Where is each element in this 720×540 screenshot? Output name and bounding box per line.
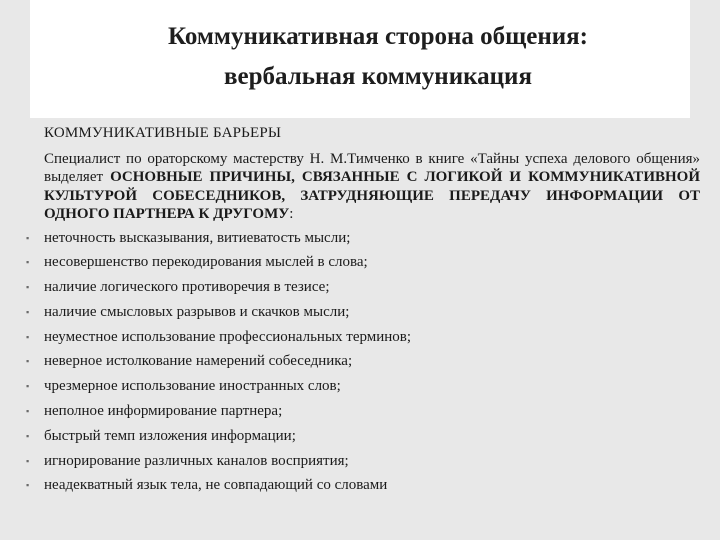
reasons-list — [26, 229, 700, 502]
list-item-text: неверное истолкование намерений собеседника; — [44, 353, 353, 370]
intro-suffix: : — [289, 206, 294, 222]
list-item — [26, 328, 700, 353]
bullet-icon: ▪ — [26, 430, 30, 441]
list-item — [26, 352, 700, 377]
slide-title-line-1: Коммуникативная сторона общения: — [168, 23, 588, 50]
section-heading: КОММУНИКАТИВНЫЕ БАРЬЕРЫ — [44, 125, 282, 141]
list-item — [26, 303, 700, 328]
slide-title-box — [30, 0, 690, 118]
bullet-icon: ▪ — [26, 257, 30, 268]
intro-text: Специалист по ораторскому мастерству Н. М.Тимченко в книге «Тайны успеха делового общения» выделяет — [44, 150, 700, 185]
bullet-icon: ▪ — [26, 331, 30, 342]
list-item — [26, 377, 700, 402]
list-item — [26, 476, 700, 501]
bullet-icon: ▪ — [26, 356, 30, 367]
bullet-icon: ▪ — [26, 480, 30, 491]
list-item — [26, 229, 700, 254]
list-item — [26, 402, 700, 427]
bullet-icon: ▪ — [26, 381, 30, 392]
list-item-text: чрезмерное использование иностранных слов; — [44, 378, 341, 395]
bullet-icon: ▪ — [26, 455, 30, 466]
list-item-text: несовершенство перекодирования мыслей в слова; — [44, 254, 368, 271]
bullet-icon: ▪ — [26, 306, 30, 317]
bullet-icon: ▪ — [26, 406, 30, 417]
list-item-text: неточность высказывания, витиеватость мысли; — [44, 229, 351, 246]
list-item-text: наличие смысловых разрывов и скачков мысли; — [44, 303, 350, 320]
slide-title-line-2: вербальная коммуникация — [224, 63, 532, 90]
slide-content — [26, 124, 700, 501]
list-item-text: неадекватный язык тела, не совпадающий со словами — [44, 477, 388, 494]
intro-paragraph — [44, 150, 700, 224]
list-item — [26, 452, 700, 477]
bullet-icon: ▪ — [26, 282, 30, 293]
list-item — [26, 278, 700, 303]
list-item-text: неполное информирование партнера; — [44, 403, 283, 420]
list-item — [26, 253, 700, 278]
list-item-text: игнорирование различных каналов восприятия; — [44, 452, 349, 469]
list-item-text: быстрый темп изложения информации; — [44, 427, 296, 444]
bullet-icon: ▪ — [26, 232, 30, 243]
list-item-text: неуместное использование профессиональных терминов; — [44, 328, 412, 345]
list-item — [26, 427, 700, 452]
list-item-text: наличие логического противоречия в тезисе; — [44, 279, 330, 296]
intro-emphasis: ОСНОВНЫЕ ПРИЧИНЫ, СВЯЗАННЫЕ С ЛОГИКОЙ И КОММУНИКАТИВНОЙ КУЛЬТУРОЙ СОБЕСЕДНИКОВ, ЗАТРУДНЯЮЩИЕ ПЕРЕДАЧУ ИНФОРМАЦИИ ОТ ОДНОГО ПАРТНЕРА К ДРУГОМУ — [44, 169, 700, 222]
